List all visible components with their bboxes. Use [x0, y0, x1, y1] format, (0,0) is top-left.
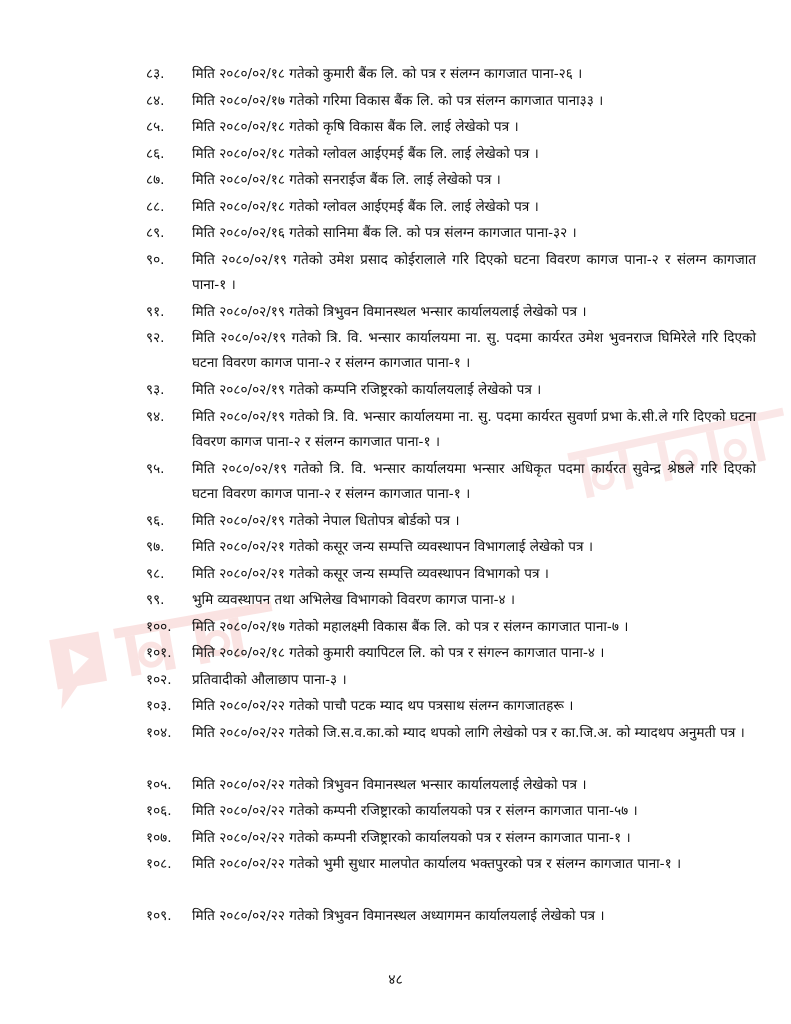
item-number: ९२.: [146, 330, 165, 346]
item-text: मिति २०८०/०२/१८ गतेको ग्लोवल आईएमई बैंक लि. लाई लेखेको पत्र ।: [192, 145, 539, 162]
item-number: ९८.: [146, 565, 165, 582]
item-text: मिति २०८०/०२/२२ गतेको पाचौ पटक म्याद थप पत्रसाथ संलग्न कागजातहरू ।: [192, 698, 574, 714]
list-item: [146, 799, 756, 825]
item-text: मिति २०८०/०२/१९ गतेको नेपाल धितोपत्र बोर्डको पत्र ।: [192, 512, 460, 529]
item-text: मिति २०८०/०२/१८ गतेको कुमारी क्यापिटल लि. को पत्र र संगल्न कागजात पाना-४ ।: [192, 645, 605, 661]
list-item: [146, 509, 756, 535]
item-number: ९१.: [146, 303, 165, 320]
list-item: [146, 142, 756, 168]
list-item: [146, 588, 756, 614]
list-item: [146, 62, 756, 88]
item-number: ९३.: [146, 382, 165, 398]
list-item: [146, 694, 756, 720]
list-item: [146, 668, 756, 694]
list-item: [146, 89, 756, 115]
list-item: [146, 562, 756, 588]
list-item: [146, 326, 756, 376]
list-item: [146, 168, 756, 194]
item-text: भुमि व्यवस्थापन तथा अभिलेख विभागको विवरण कागज पाना-४ ।: [192, 592, 516, 608]
item-text: मिति २०८०/०२/१८ गतेको कुमारी बैंक लि. को पत्र र संलग्न कागजात पाना-२६ ।: [192, 66, 583, 82]
item-number: १०६.: [146, 803, 172, 819]
item-text: मिति २०८०/०२/१९ गतेको त्रि. वि. भन्सार कार्यालयमा ना. सु. पदमा कार्यरत उमेश भुवनराज घिमिरेले गरि दिएको घटना विवरण कागज पाना-२ र संलग्न कागजात पाना-१ ।: [192, 330, 756, 371]
list-item: [146, 904, 756, 930]
item-number: ८६.: [146, 145, 165, 162]
list-item: [146, 300, 756, 326]
item-text: मिति २०८०/०२/२२ गतेको त्रिभुवन विमानस्थल अध्यागमन कार्यालयलाई लेखेको पत्र ।: [192, 908, 605, 924]
item-text: मिति २०८०/०२/१८ गतेको कृषि विकास बैंक लि. लाई लेखेको पत्र ।: [192, 119, 519, 135]
item-number: ८४.: [146, 92, 165, 109]
list-item: [146, 826, 756, 852]
item-number: १०१.: [146, 645, 172, 661]
item-number: ९७.: [146, 539, 165, 555]
item-number: ९९.: [146, 592, 165, 608]
item-number: ९४.: [146, 408, 165, 425]
item-number: ९०.: [146, 251, 165, 268]
list-item: [146, 615, 756, 641]
item-number: १०३.: [146, 698, 172, 714]
item-number: ९६.: [146, 512, 165, 529]
item-number: १०४.: [146, 724, 172, 741]
item-text: मिति २०८०/०२/२२ गतेको कम्पनी रजिष्ट्रारको कार्यालयको पत्र र संलग्न कागजात पाना-५७ ।: [192, 803, 638, 819]
item-number: १०२.: [146, 671, 172, 688]
item-text: मिति २०८०/०२/१८ गतेको ग्लोवल आईएमई बैंक लि. लाई लेखेको पत्र ।: [192, 198, 539, 215]
item-number: ९५.: [146, 460, 165, 477]
item-text: मिति २०८०/०२/१९ गतेको त्रि. वि. भन्सार कार्यालयमा ना. सु. पदमा कार्यरत सुवर्णा प्रभा के.सी.ले गरि दिएको घटना विवरण कागज पाना-२ र संलग्न कागजात पाना-१ ।: [192, 408, 756, 450]
item-number: १०९.: [146, 908, 172, 924]
page-number: ४८: [388, 972, 403, 988]
list-item: [146, 457, 756, 507]
item-number: १०७.: [146, 829, 172, 846]
list-item: [146, 115, 756, 141]
item-text: मिति २०८०/०२/१७ गतेको गरिमा विकास बैंक लि. को पत्र संलग्न कागजात पाना३३ ।: [192, 92, 604, 109]
item-text: मिति २०८०/०२/१७ गतेको महालक्ष्मी विकास बैंक लि. को पत्र र संलग्न कागजात पाना-७ ।: [192, 618, 629, 635]
item-text: मिति २०८०/०२/१९ गतेको उमेश प्रसाद कोईरालाले गरि दिएको घटना विवरण कागज पाना-२ र संलग्न कागजात पाना-१ ।: [192, 251, 756, 293]
item-number: १०८.: [146, 856, 172, 872]
document-list: [146, 62, 756, 931]
item-number: १००.: [146, 618, 172, 635]
item-text: मिति २०८०/०२/१९ गतेको कम्पनि रजिष्ट्ररको कार्यालयलाई लेखेको पत्र ।: [192, 382, 542, 398]
list-item: [146, 641, 756, 667]
list-item: [146, 378, 756, 404]
item-number: ८९.: [146, 225, 165, 241]
item-text: मिति २०८०/०२/२१ गतेको कसूर जन्य सम्पत्ति व्यवस्थापन विभागलाई लेखेको पत्र ।: [192, 539, 594, 555]
list-item: [146, 721, 756, 771]
list-item: [146, 195, 756, 221]
item-number: ८७.: [146, 172, 165, 188]
item-text: मिति २०८०/०२/१६ गतेको सानिमा बैंक लि. को पत्र संलग्न कागजात पाना-३२ ।: [192, 225, 577, 241]
list-item: [146, 535, 756, 561]
list-item: [146, 773, 756, 799]
item-number: ८३.: [146, 66, 165, 82]
list-item: [146, 405, 756, 455]
item-text: मिति २०८०/०२/१९ गतेको त्रिभुवन विमानस्थल भन्सार कार्यालयलाई लेखेको पत्र ।: [192, 303, 587, 320]
item-number: १०५.: [146, 776, 172, 793]
item-text: मिति २०८०/०२/२२ गतेको जि.स.व.का.को म्याद थपको लागि लेखेको पत्र र का.जि.अ. को म्यादथप अनुमती पत्र ।: [192, 724, 745, 741]
item-text: मिति २०८०/०२/१९ गतेको त्रि. वि. भन्सार कार्यालयमा भन्सार अधिकृत पदमा कार्यरत सुवेन्द्र श्रेष्ठले गरि दिएको घटना विवरण कागज पाना-२ र संलग्न कागजात पाना-१ ।: [192, 460, 756, 502]
item-text: मिति २०८०/०२/२२ गतेको भुमी सुधार मालपोत कार्यालय भक्तपुरको पत्र र संलग्न कागजात पाना-१ ।: [192, 856, 682, 872]
item-number: ८८.: [146, 198, 165, 215]
list-item: [146, 248, 756, 298]
item-text: मिति २०८०/०२/२२ गतेको त्रिभुवन विमानस्थल भन्सार कार्यालयलाई लेखेको पत्र ।: [192, 776, 587, 793]
item-text: मिति २०८०/०२/२२ गतेको कम्पनी रजिष्ट्रारको कार्यालयको पत्र र संलग्न कागजात पाना-१ ।: [192, 829, 631, 846]
item-text: मिति २०८०/०२/२१ गतेको कसूर जन्य सम्पत्ति व्यवस्थापन विभागको पत्र ।: [192, 565, 549, 582]
list-item: [146, 852, 756, 902]
list-item: [146, 221, 756, 247]
item-text: प्रतिवादीको औलाछाप पाना-३ ।: [192, 671, 347, 688]
item-number: ८५.: [146, 119, 165, 135]
item-text: मिति २०८०/०२/१८ गतेको सनराईज बैंक लि. लाई लेखेको पत्र ।: [192, 172, 501, 188]
